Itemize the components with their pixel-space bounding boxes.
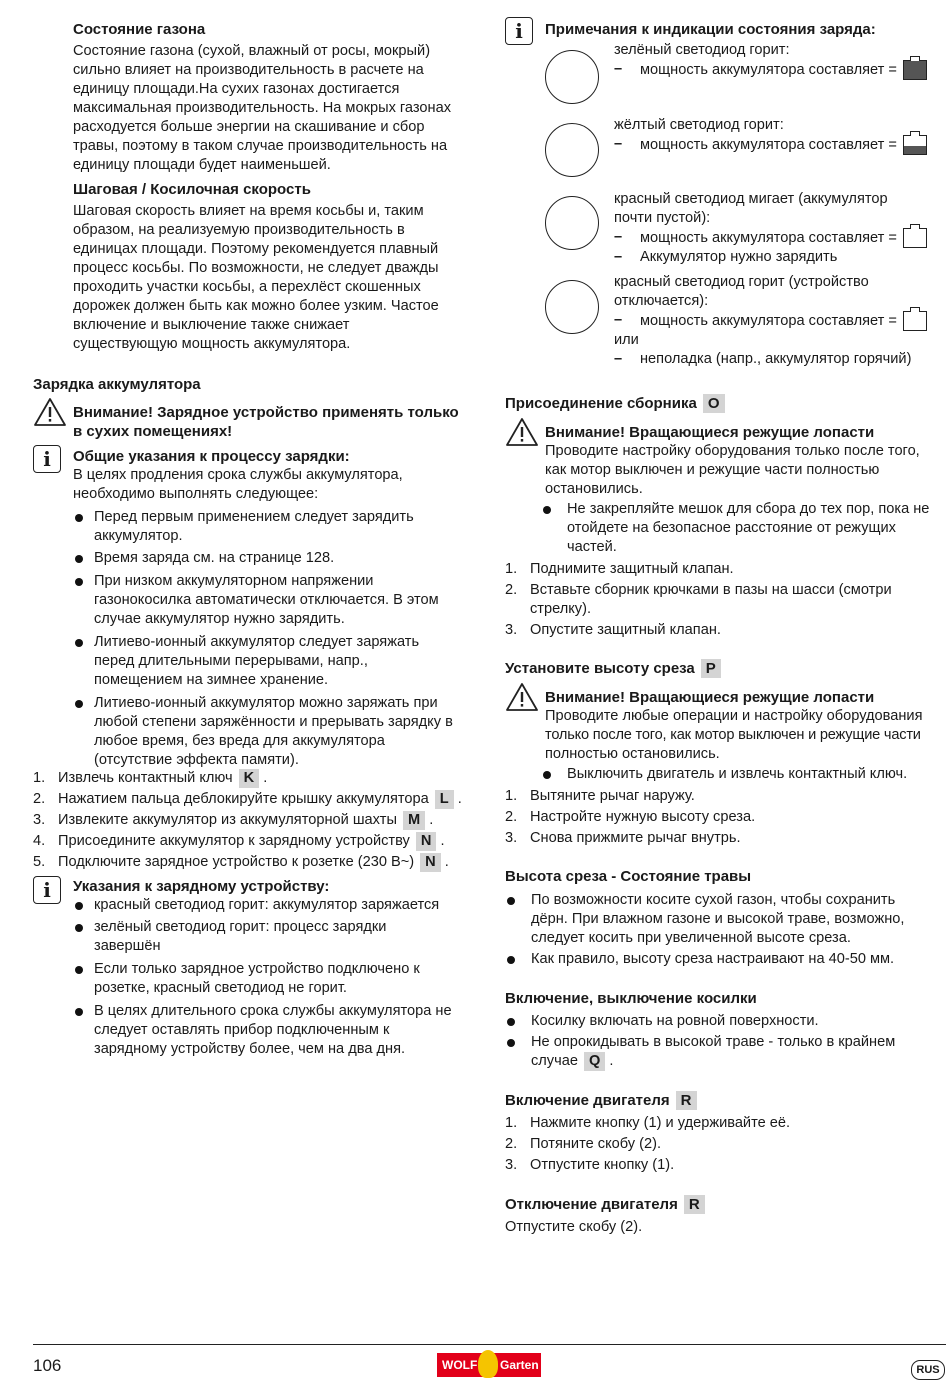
line: в сухих помещениях! <box>73 423 233 440</box>
list-item: Не опрокидывать в высокой траве - только в крайнем случае Q . <box>505 1033 950 1071</box>
step: 1. Извлечь контактный ключ K . <box>33 770 268 786</box>
height-title: Установите высоту среза P <box>505 659 721 678</box>
step: 3. Опустите защитный клапан. <box>505 622 721 638</box>
or-text: или <box>614 332 639 348</box>
charging-info-title: Общие указания к процессу зарядки: <box>73 448 350 465</box>
line: только после того, как мотор выключен и режущие части <box>545 727 921 743</box>
line: Состояние газона (сухой, влажный от росы, мокрый) <box>73 43 431 59</box>
key-label: N <box>416 832 437 851</box>
list-item: Как правило, высоту среза настраивают на 40-50 мм. <box>505 950 950 969</box>
key-label: N <box>420 853 441 872</box>
dash-item: – мощность аккумулятора составляет = <box>614 135 949 155</box>
indication-title: Примечания к индикации состояния заряда: <box>545 21 876 38</box>
charge-state-red-blinking <box>614 190 949 267</box>
line: Шаговая скорость влияет на время косьбы и, таким <box>73 203 424 219</box>
step: 5. Подключите зарядное устройство к розетке (230 В~) N . <box>33 854 449 870</box>
charger-info-title: Указания к зарядному устройству: <box>73 878 330 895</box>
key-label: Q <box>584 1052 605 1071</box>
footer-divider <box>33 1344 946 1345</box>
list-item: Литиево-ионный аккумулятор следует заряжать перед длительными перерывами, напр., помещением на зимнее хранение. <box>33 633 483 690</box>
key-label: L <box>435 790 454 809</box>
language-badge: RUS <box>911 1360 945 1380</box>
charging-warning <box>73 403 483 441</box>
line: зелёный светодиод горит: <box>614 42 790 58</box>
wolf-garten-logo: WOLF Garten <box>437 1353 541 1377</box>
collector-steps <box>505 560 950 640</box>
line: жёлтый светодиод горит: <box>614 117 784 133</box>
list-item: В целях длительного срока службы аккумулятора не следует оставлять прибор подключенным к зарядному устройству более, чем на два дня. <box>33 1002 483 1059</box>
dash-item: – неполадка (напр., аккумулятор горячий) <box>614 350 949 369</box>
step: 3. Отпустите кнопку (1). <box>505 1157 675 1173</box>
line: расходуется больше энергии на скашивание и сбор <box>73 119 425 135</box>
charger-yellow-icon <box>545 123 599 177</box>
charge-state-green <box>614 41 949 80</box>
line: травы, поэтому в таком случае производительность на <box>73 138 448 154</box>
dash-item: – мощность аккумулятора составляет = <box>614 228 949 248</box>
warning-icon <box>505 682 539 712</box>
dash-item: – мощность аккумулятора составляет = <box>614 311 949 331</box>
height-steps <box>505 787 950 848</box>
line: процесс косьбы. По возможности, не следует дважды <box>73 260 439 276</box>
line: образом, на реализуемую производительность в <box>73 222 405 238</box>
step: 3. Извлеките аккумулятор из аккумуляторной шахты M . <box>33 812 434 828</box>
key-label: P <box>701 659 721 678</box>
line: красный светодиод горит (устройство <box>614 274 869 290</box>
key-label: O <box>703 394 725 413</box>
charger-green-icon <box>545 50 599 104</box>
line: полностью остановились. <box>545 746 720 762</box>
line: единицах площади. Поэтому рекомендуется плавный <box>73 241 439 257</box>
charger-info <box>33 877 483 1059</box>
warning-title: Внимание! Вращающиеся режущие лопасти <box>545 424 875 441</box>
battery-empty-icon <box>903 311 927 331</box>
page-number: 106 <box>33 1356 62 1375</box>
list-item: Не закрепляйте мешок для сбора до тех пор, пока не отойдете на безопасное расстояние от режущих частей. <box>541 500 950 557</box>
lawn-section <box>73 20 483 175</box>
charger-red-blinking-icon <box>545 196 599 250</box>
line: как мотор выключен и режущие части полностью <box>545 462 880 478</box>
dash-item: – мощность аккумулятора составляет = <box>614 60 949 80</box>
speed-title: Шаговая / Косилочная скорость <box>73 181 311 198</box>
collector-title: Присоединение сборника O <box>505 394 725 413</box>
step: 2. Потяните скобу (2). <box>505 1136 662 1152</box>
list-item: Если только зарядное устройство подключено к розетке, красный светодиод не горит. <box>33 960 483 998</box>
list-item: зелёный светодиод горит: процесс зарядки завершён <box>33 918 483 956</box>
battery-half-icon <box>903 135 927 155</box>
line: сильно влияет на производительность в расчете на <box>73 62 424 78</box>
key-label: K <box>239 769 260 788</box>
line: максимальная производительность. На мокрых газонах <box>73 100 451 116</box>
line: включение и выключение также снижает <box>73 317 350 333</box>
engine-on-steps <box>505 1114 950 1175</box>
lawn-text <box>73 42 483 175</box>
line: Внимание! Зарядное устройство применять только <box>73 404 459 421</box>
warning-title: Внимание! Вращающиеся режущие лопасти <box>545 689 875 706</box>
charging-title: Зарядка аккумулятора <box>33 376 201 393</box>
list-item: При низком аккумуляторном напряжении газонокосилка автоматически отключается. В этом случае аккумулятор нужно зарядить. <box>33 572 483 629</box>
warning-icon <box>33 397 67 427</box>
line: красный светодиод мигает (аккумулятор <box>614 191 888 207</box>
onoff-title: Включение, выключение косилки <box>505 990 757 1007</box>
line: В целях продления срока службы аккумулятора, <box>73 467 403 483</box>
charger-red-icon <box>545 280 599 334</box>
battery-low-icon <box>903 228 927 248</box>
charge-state-yellow <box>614 116 949 155</box>
list-item: По возможности косите сухой газон, чтобы сохранить дёрн. При влажном газоне и высокой траве, возможно, следует косить при увеличенной высоте среза. <box>505 891 950 948</box>
speed-section <box>73 180 483 354</box>
height-warning <box>545 688 950 784</box>
list-item: Время заряда см. на странице 128. <box>33 549 483 568</box>
step: 1. Нажмите кнопку (1) и удерживайте её. <box>505 1115 791 1131</box>
list-item: Косилку включать на ровной поверхности. <box>505 1012 950 1031</box>
line: отключается): <box>614 293 709 309</box>
collector-warning <box>545 423 950 557</box>
info-icon: i <box>33 445 61 473</box>
grass-title: Высота среза - Состояние травы <box>505 868 752 885</box>
warning-icon <box>505 417 539 447</box>
line: единицу площади.На сухих газонах достигается <box>73 81 400 97</box>
lawn-title: Состояние газона <box>73 21 206 38</box>
step: 1. Поднимите защитный клапан. <box>505 561 734 577</box>
grass-bullets <box>505 891 950 969</box>
line: проходить участки косьбы, а перехлёст скошенных <box>73 279 421 295</box>
engine-off-text: Отпустите скобу (2). <box>505 1219 643 1235</box>
line: Проводите настройку оборудования только после того, <box>545 443 920 459</box>
list-item: Литиево-ионный аккумулятор можно заряжать при любой степени заряжённости и прерывать зарядку в любое время, без вреда для аккумулятора (отсутствие эффекта памяти). <box>33 694 483 770</box>
step: 2. Нажатием пальца деблокируйте крышку аккумулятора L . <box>33 791 462 807</box>
key-label: R <box>684 1195 705 1214</box>
engine-on-title: Включение двигателя R <box>505 1091 697 1110</box>
key-label: M <box>403 811 425 830</box>
step: 2. Настройте нужную высоту среза. <box>505 809 756 825</box>
line: Проводите любые операции и настройку оборудования <box>545 708 923 724</box>
dash-item: – Аккумулятор нужно зарядить <box>614 248 949 267</box>
key-label: R <box>676 1091 697 1110</box>
info-icon: i <box>505 17 533 45</box>
step: 2. Вставьте сборник крючками в пазы на шасси (смотри стрелку). <box>505 582 892 617</box>
list-item: Перед первым применением следует зарядить аккумулятор. <box>33 508 483 546</box>
line: дорожек должен быть как можно более узким. Частое <box>73 298 439 314</box>
step: 1. Вытяните рычаг наружу. <box>505 788 695 804</box>
step: 4. Присоедините аккумулятор к зарядному устройству N . <box>33 833 445 849</box>
engine-off-title: Отключение двигателя R <box>505 1195 705 1214</box>
speed-text <box>73 202 483 354</box>
line: почти пустой): <box>614 210 711 226</box>
line: единицу площади будет наименьшей. <box>73 157 331 173</box>
line: необходимо выполнять следующее: <box>73 486 319 502</box>
list-item: Выключить двигатель и извлечь контактный ключ. <box>541 765 950 784</box>
onoff-bullets <box>505 1012 950 1071</box>
line: остановились. <box>545 481 643 497</box>
charge-state-red <box>614 273 949 369</box>
line: существующую мощность аккумулятора. <box>73 336 351 352</box>
charging-steps <box>33 769 483 872</box>
charging-info <box>33 447 483 770</box>
info-icon: i <box>33 876 61 904</box>
battery-full-icon <box>903 60 927 80</box>
list-item: красный светодиод горит: аккумулятор заряжается <box>33 896 483 915</box>
step: 3. Снова прижмите рычаг внутрь. <box>505 830 741 846</box>
charging-bullets <box>33 508 483 770</box>
fox-icon <box>478 1350 498 1378</box>
